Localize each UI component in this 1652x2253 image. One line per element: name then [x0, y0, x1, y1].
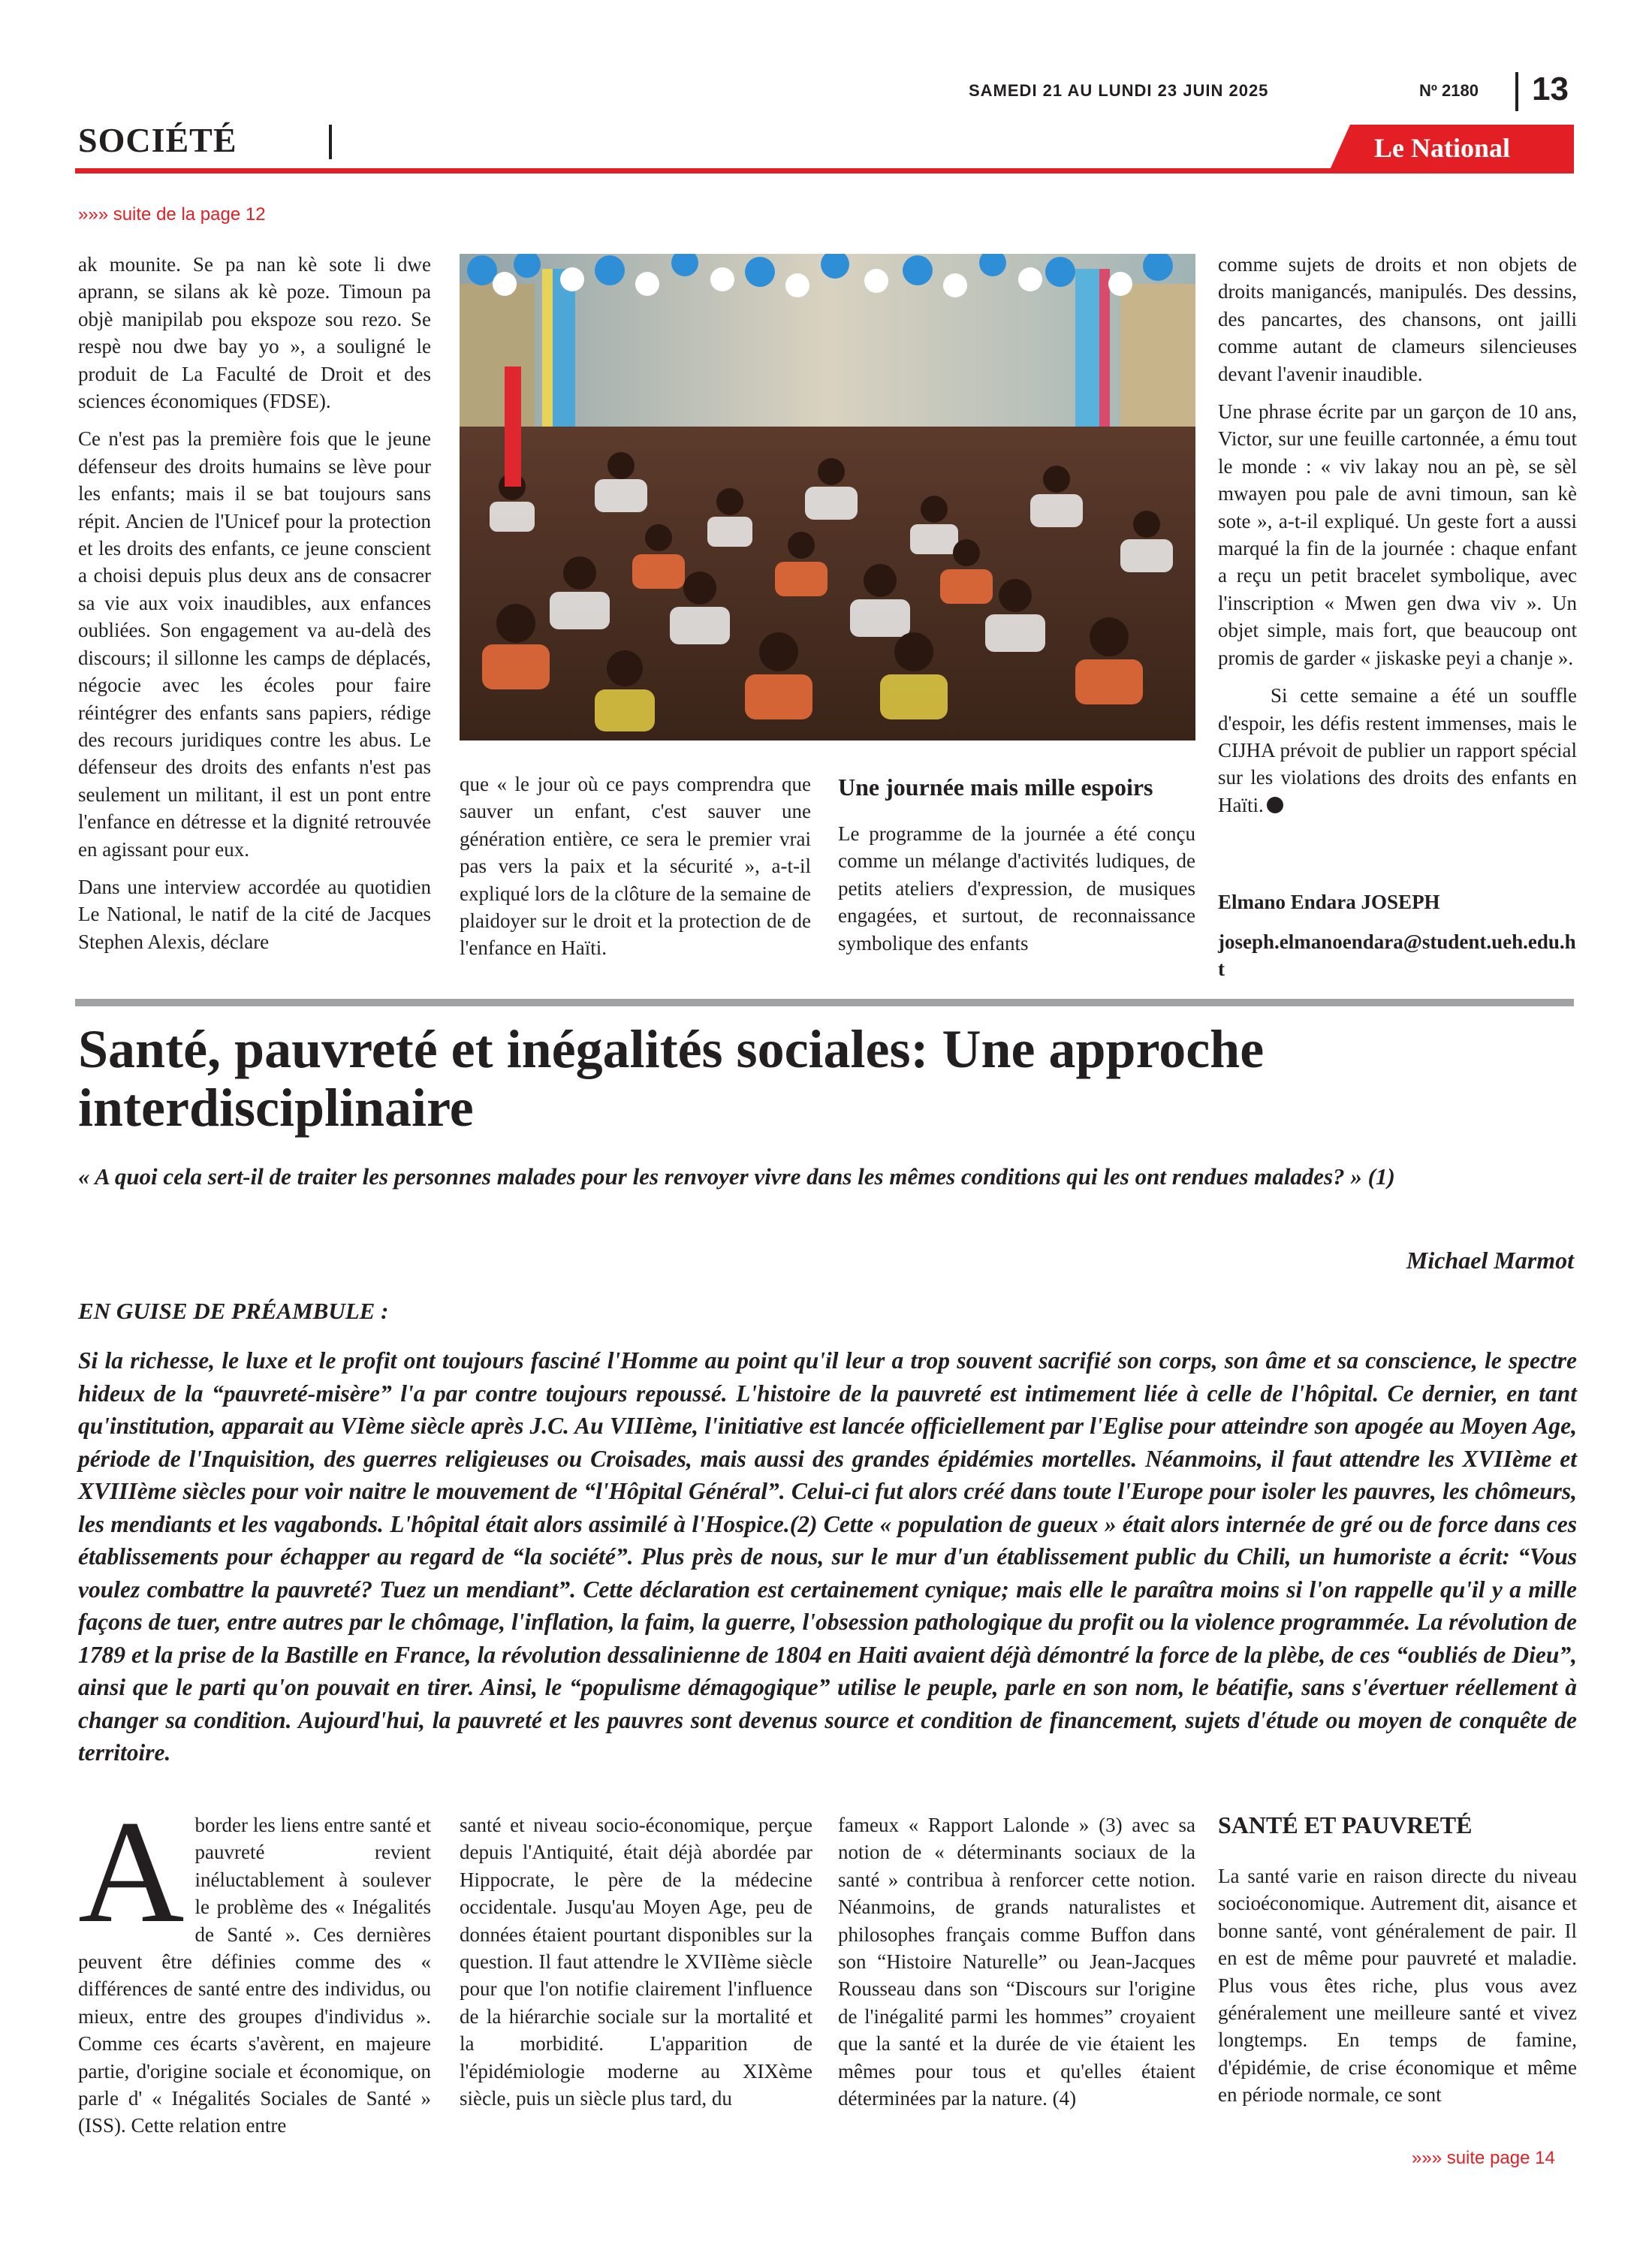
main-article-column-4: [1218, 1862, 1577, 2109]
article-photo: [460, 254, 1195, 740]
paragraph: fameux « Rapport Lalonde » (3) avec sa notion de « déterminants sociaux de la santé » contribua à renforcer cette notion. Néanmoins, de grands naturalistes et philosophes français comme Buffon dans son “Histoire Naturelle” ou Jean-Jacques Rousseau dans son “Discours sur l'origine de l'inégalité parmi les hommes” croyaient que la santé et la durée de vie étaient les mêmes pour tous et qu'elles étaient déterminées par la nature. (4): [838, 1814, 1195, 2110]
paragraph: ak mounite. Se pa nan kè sote li dwe aprann, se silans ak kè poze. Timoun pa objè manipilab pou ekspoze sou rezo. Se respè nou dwe bay yo », a souligné le produit de La Faculté de Droit et des sciences économiques (FDSE).: [78, 253, 431, 413]
issue-number: Nº 2180: [1419, 81, 1479, 100]
preamble-text: Si la richesse, le luxe et le profit ont toujours fasciné l'Homme au point qu'il leur a trop souvent sacrifié son corps, son âme et sa conscience, le spectre hideux de la “pauvreté-misère” l'a par contre toujours repoussé. L'histoire de la pauvreté est intimement liée à celle de l'hôpital. Ce dernier, en tant qu'institution, apparait au VIème siècle après J.C. Au VIIIème, l'initiative est lancée officiellement par l'Eglise pour atteindre son apogée au Moyen Age, période de l'Inquisition, des guerres religieuses ou Croisades, mais aussi des grandes épidémies mortelles. Néanmoins, il faut attendre les XVIIème et XVIIIème siècles pour voir naitre le mouvement de “l'Hôpital Général”. Celui-ci fut alors créé dans toute l'Europe pour isoler les pauvres, les chômeurs, les mendiants et les vagabonds. L'hôpital était alors assimilé à l'Hospice.(2) Cette « population de gueux » était alors internée de gré ou de force dans ces établissements pour échapper au regard de “la société”. Plus près de nous, sur le mur d'un établissement public du Chili, un humoriste a écrit: “Vous voulez combattre la pauvreté? Tuez un mendiant”. Cette déclaration est certainement cynique; mais elle le paraîtra moins si l'on rappelle qu'il y a mille façons de tuer, entre autres par le chômage, l'inflation, la faim, la guerre, l'obsession pathologique du profit ou la violence programmée. La révolution de 1789 et la prise de la Bastille en France, la révolution dessalinienne de 1804 en Haiti avaient déjà démontré la force de la plèbe, de ces “oubliés de Dieu”, ainsi que le parti qu'on pouvait en tirer. Ainsi, le “populisme démagogique” utilise le peuple, parle en son nom, le béatifie, sans s'évertuer réellement à changer sa condition. Aujourd'hui, la pauvreté et les pauvres sont devenus source et condition de financement, sujets d'étude ou moyen de conquête de territoire.: [78, 1347, 1577, 1766]
upper-article-column-3: [838, 820, 1195, 967]
upper-article-column-2: [460, 771, 811, 973]
article-author: Elmano Endara JOSEPH: [1218, 891, 1440, 913]
section-divider: [329, 125, 332, 159]
continued-from-link[interactable]: »»» suite de la page 12: [78, 204, 266, 225]
children-gathering-photo: [460, 254, 1195, 740]
paragraph: comme sujets de droits et non objets de droits manigancés, manipulés. Des dessins, des pancartes, des chansons, ont jailli comme autant de clameurs silencieuses devant l'avenir inaudible.: [1218, 253, 1577, 385]
main-article-column-1: [78, 1790, 431, 2140]
newspaper-brand: Le National: [1374, 133, 1511, 163]
section-heading: SANTÉ ET PAUVRETÉ: [1218, 1811, 1473, 1838]
header-divider: [1515, 72, 1518, 111]
paragraph: que « le jour où ce pays comprendra que sauver un enfant, c'est sauver une génération entière, ce sera le premier vrai pas vers la paix et la sécurité », a-t-il expliqué lors de la clôture de la semaine de plaidoyer sur le droit et la protection de de l'enfance en Haïti.: [460, 773, 811, 960]
upper-article-column-1: [78, 251, 431, 966]
main-article-column-2: [460, 1811, 812, 2112]
issue-date: SAMEDI 21 AU LUNDI 23 JUIN 2025: [969, 81, 1269, 100]
closing-paragraph: [1218, 682, 1577, 819]
main-article-column-3: [838, 1811, 1195, 2112]
paragraph: Dans une interview accordée au quotidien Le National, le natif de la cité de Jacques Stephen Alexis, déclare: [78, 875, 431, 953]
upper-article-column-4: [1218, 251, 1577, 829]
author-email[interactable]: joseph.elmanoendara@student.ueh.edu.ht: [1218, 930, 1576, 980]
paragraph: Ce n'est pas la première fois que le jeune défenseur des droits humains se lève pour les enfants; mais il se bat toujours sans répit. Ancien de l'Unicef pour la protection et les droits des enfants, ce jeune conscient a choisi depuis plus deux ans de consacrer sa vie aux voix inaudibles, aux enfances oubliées. Son engagement va au-delà des discours; il sillonne les camps de déplacés, négocie avec les écoles pour faire réintégrer des enfants sans papiers, rédige des recours juridiques contre les abus. Le défenseur des droits des enfants n'est pas seulement un militant, il est un pont entre l'enfance en détresse et la dignité retrouvée en agissant pour eux.: [78, 427, 431, 861]
end-of-article-icon: [1267, 797, 1283, 813]
paragraph: La santé varie en raison directe du niveau socioéconomique. Autrement dit, aisance et bonne santé, vont généralement de pair. Il en est de même pour pauvreté et maladie. Plus vous êtes riche, plus vous avez généralement une meilleure santé et vivez longtemps. En temps de famine, d'épidémie, de crise économique et même en période normale, ce sont: [1218, 1865, 1577, 2107]
article-separator: [75, 999, 1574, 1006]
paragraph-text: Si cette semaine a été un souffle d'espoir, les défis restent immenses, mais le CIJHA prévoit de publier un rapport spécial sur les violations des droits des enfants en Haïti.: [1218, 684, 1577, 816]
subheading: Une journée mais mille espoirs: [838, 774, 1153, 801]
paragraph: border les liens entre santé et pauvreté revient inéluctablement à soulever le problème des « Inégalités de Santé ». Ces dernières peuvent être définies comme des « différences de santé entre des individus, ou mieux, entre des groupes d'individus ». Comme ces écarts s'avèrent, en majeure partie, d'origine sociale et économique, on parle d' « Inégalités Sociales de Santé » (ISS). Cette relation entre: [78, 1814, 431, 2137]
paragraph: Le programme de la journée a été conçu comme un mélange d'activités ludiques, de petits ateliers d'expression, de musiques engagées, et surtout, de reconnaissance symbolique des enfants: [838, 822, 1195, 955]
drop-cap: A: [78, 1790, 185, 1953]
epigraph-author: Michael Marmot: [1406, 1247, 1574, 1274]
article-title: Santé, pauvreté et inégalités sociales: Une approche interdisciplinaire: [78, 1019, 1265, 1138]
preamble-heading: EN GUISE DE PRÉAMBULE :: [78, 1298, 389, 1324]
epigraph: « A quoi cela sert-il de traiter les personnes malades pour les renvoyer vivre dans les mêmes conditions qui les ont rendues malades? » (1): [78, 1163, 1395, 1190]
header-rule: [75, 168, 1574, 173]
section-title: SOCIÉTÉ: [78, 121, 237, 159]
paragraph: Une phrase écrite par un garçon de 10 ans, Victor, sur une feuille cartonnée, a ému tout le monde : « viv lakay nou an pè, se sèl mwayen pou pale de avni timoun, san kè sote », a-t-il expliqué. Un geste fort a aussi marqué la fin de la journée : chaque enfant a reçu un petit bracelet symbolique, avec l'inscription « Mwen gen dwa viv ». Un objet simple, mais fort, que beaucoup ont promis de garder « jiskaske peyi a chanje ».: [1218, 400, 1577, 669]
continued-to-link[interactable]: »»» suite page 14: [1412, 2148, 1555, 2168]
paragraph: santé et niveau socio-économique, perçue depuis l'Antiquité, était déjà abordée par Hippocrate, le père de la médecine occidentale. Jusqu'au Moyen Age, peu de données étaient pourtant disponibles sur la question. Il faut attendre le XVIIème siècle pour que l'on notifie clairement l'influence de la hiérarchie sociale sur la mortalité et la morbidité. L'apparition de l'épidémiologie moderne au XIXème siècle, puis un siècle plus tard, du: [460, 1814, 812, 2110]
page-number: 13: [1532, 71, 1569, 107]
